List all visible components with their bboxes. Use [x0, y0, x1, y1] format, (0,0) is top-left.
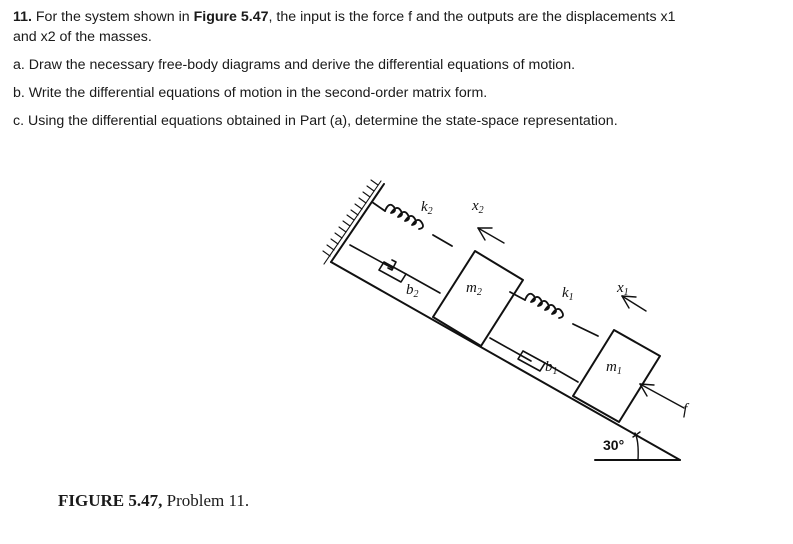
spring-k1: [510, 292, 598, 336]
label-m2: $m_2$: [466, 280, 482, 298]
label-k1: $k_1$: [562, 285, 574, 303]
spring-k2: [372, 202, 452, 246]
part-c: c. Using the differential equations obtained in Part (a), determine the state-space representation.: [13, 113, 618, 129]
problem-number: 11.: [13, 9, 32, 25]
intro-text-3: and x2 of the masses.: [13, 29, 152, 45]
figure-caption: [58, 491, 249, 511]
label-f: f: [683, 401, 688, 418]
label-x2: $x_2$: [472, 198, 484, 216]
part-b: b. Write the differential equations of motion in the second-order matrix form.: [13, 85, 488, 101]
x1-arrow: [622, 296, 646, 311]
label-x1: $x_1$: [617, 280, 629, 298]
intro-text-2: , the input is the force f and the outputs are the displacements x1: [268, 9, 676, 25]
damper-b2: [350, 245, 440, 293]
intro-text-1: For the system shown in: [31, 9, 194, 25]
label-angle: 30°: [603, 437, 625, 453]
part-a: a. Draw the necessary free-body diagrams and derive the differential equations of motion.: [13, 57, 576, 73]
mass-m2: [433, 251, 523, 346]
wall-hatch: [323, 180, 381, 264]
figure-reference: Figure 5.47: [193, 9, 269, 25]
label-b1: $b_1$: [545, 359, 558, 377]
label-k2: $k_2$: [421, 199, 433, 217]
label-b2: $b_2$: [406, 282, 419, 300]
caption-text: Problem 11.: [162, 491, 250, 510]
fixed-wall: [331, 184, 384, 262]
force-arrow: [640, 384, 684, 408]
x2-arrow: [478, 228, 504, 243]
caption-label: FIGURE 5.47,: [58, 491, 163, 510]
label-m1: $m_1$: [606, 359, 622, 377]
